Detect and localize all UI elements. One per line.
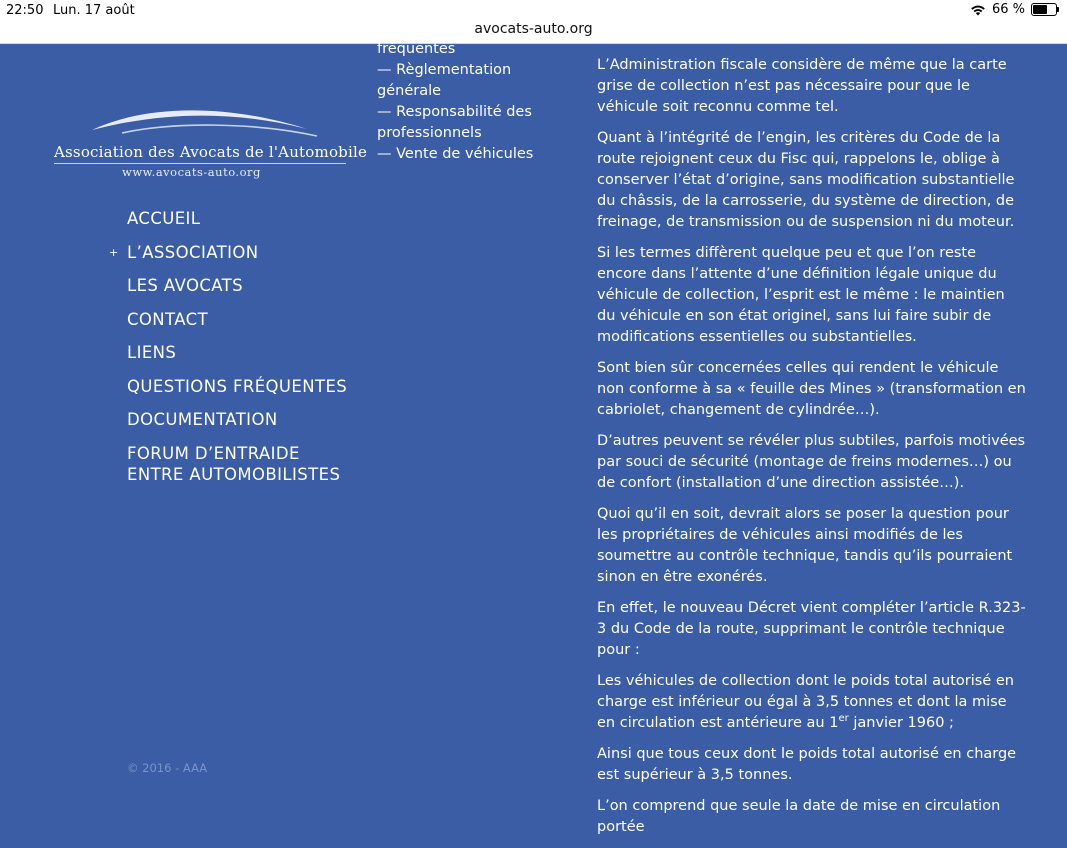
nav-item-accueil[interactable]: [127, 208, 357, 229]
submenu-item-frequentes[interactable]: fréquentes: [377, 41, 456, 57]
nav-item-documentation[interactable]: [127, 409, 357, 430]
paragraph: Ainsi que tous ceux dont le poids total autorisé en charge est supérieur à 3,5 tonnes.: [597, 746, 1017, 783]
battery-percent: 66 %: [991, 2, 1025, 17]
nav-label: QUESTIONS FRÉQUENTES: [127, 376, 348, 396]
footer-copyright: © 2016 - AAA: [127, 761, 208, 775]
url-text: avocats-auto.org: [474, 21, 593, 37]
paragraph: Quant à l’intégrité de l’engin, les critères du Code de la route rejoignent ceux du Fisc qui, rappelons le, oblige à conserver l’état d’origine, sans modification substantielle du châssis, de la carrosserie, du système de direction, de freinage, de transmission ou de suspension ni du moteur.: [597, 130, 1015, 230]
nav-item-liens[interactable]: [127, 342, 357, 363]
nav-label: ACCUEIL: [127, 209, 201, 228]
submenu-item-reglementation[interactable]: — Règlementation générale: [377, 62, 512, 99]
submenu-item-vente[interactable]: — Vente de véhicules: [377, 146, 534, 162]
paragraph: Quoi qu’il en soit, devrait alors se poser la question pour les propriétaires de véhicules ainsi modifiés de les soumettre au contrôle technique, tandis qu’ils pourraient sinon en être exonérés.: [597, 506, 1013, 585]
logo-site: www.avocats-auto.org: [122, 165, 261, 179]
nav-item-association[interactable]: [109, 242, 357, 263]
nav-item-contact[interactable]: [127, 309, 357, 330]
submenu-item-responsabilite[interactable]: — Responsabilité des professionnels: [377, 104, 532, 141]
nav-label: LIENS: [127, 343, 177, 362]
nav-label: FORUM D’ENTRAIDE ENTRE AUTOMOBILISTES: [127, 443, 341, 484]
nav-label: L’ASSOCIATION: [127, 242, 259, 262]
plus-icon: +: [109, 245, 119, 259]
nav-item-forum[interactable]: [127, 443, 357, 485]
nav-item-questions[interactable]: [127, 376, 357, 397]
car-swoosh-logo: [52, 104, 352, 144]
superscript: er: [838, 713, 849, 725]
main-nav: [109, 208, 357, 497]
paragraph: D’autres peuvent se révéler plus subtiles, parfois motivées par souci de sécurité (montage de freins modernes…) ou de confort (installation d’une direction assistée…).: [597, 433, 1026, 491]
wifi-icon: [970, 4, 986, 16]
logo-name: Association des Avocats de l'Automobile: [54, 143, 368, 161]
status-bar: [0, 0, 1067, 22]
paragraph: L’Administration fiscale considère de même que la carte grise de collection n’est pas nécessaire pour que le véhicule soit reconnu comme tel.: [597, 57, 1007, 115]
status-date: Lun. 17 août: [53, 3, 135, 18]
nav-item-avocats[interactable]: [127, 275, 357, 296]
site-logo[interactable]: [52, 104, 368, 184]
paragraph-text: Les véhicules de collection dont le poids total autorisé en charge est inférieur ou égal à 3,5 tonnes et dont la mise en circulation est antérieure au 1: [597, 673, 1014, 731]
paragraph: L’on comprend que seule la date de mise en circulation portée: [597, 798, 1001, 835]
paragraph: Sont bien sûr concernées celles qui rendent le véhicule non conforme à sa « feuille des Mines » (transformation en cabriolet, changement de cylindrée…).: [597, 360, 1026, 418]
page: [0, 41, 1067, 835]
paragraph-collection-vehicles: [597, 671, 1027, 734]
status-time: 22:50: [6, 3, 44, 18]
submenu: [377, 39, 557, 165]
nav-label: LES AVOCATS: [127, 276, 244, 295]
paragraph: Si les termes diffèrent quelque peu et que l’on reste encore dans l’attente d’une définition légale unique du véhicule de collection, l’esprit est le même : le maintien du véhicule en son état originel, sans lui faire subir de modifications essentielles ou substantielles.: [597, 245, 1005, 345]
logo-rule: [54, 163, 346, 164]
battery-icon: [1031, 3, 1057, 16]
nav-label: CONTACT: [127, 309, 209, 329]
paragraph: En effet, le nouveau Décret vient compléter l’article R.323-3 du Code de la route, supprimant le contrôle technique pour :: [597, 600, 1026, 658]
status-right: [970, 2, 1057, 17]
nav-label: DOCUMENTATION: [127, 410, 278, 429]
paragraph-text-end: janvier 1960 ;: [848, 715, 954, 731]
article-content: [597, 55, 1027, 848]
